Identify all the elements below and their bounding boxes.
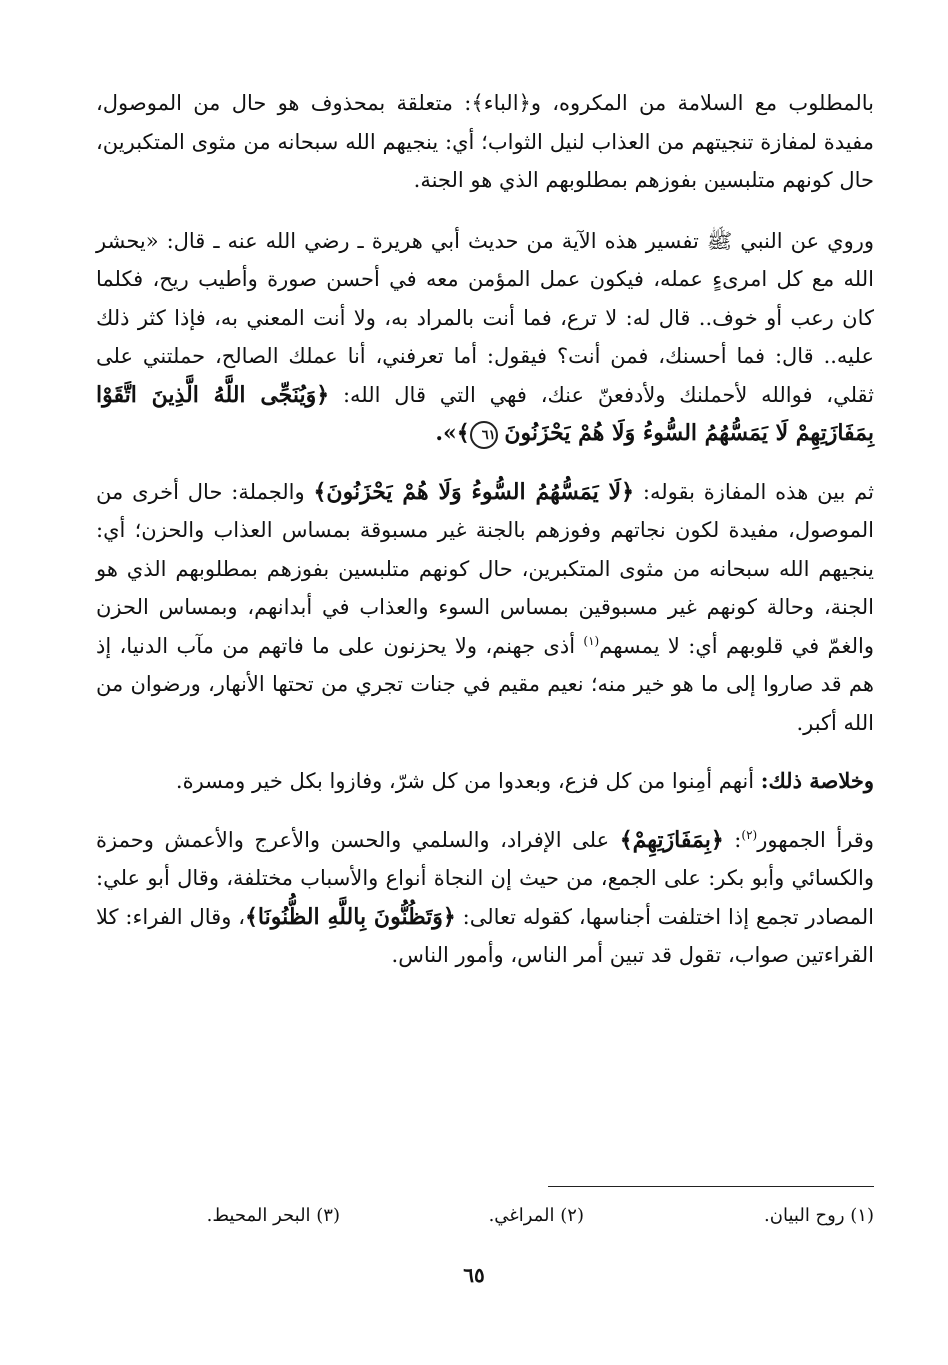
quran-word-mafazatihim: ﴿بِمَفَازَتِهِمْ﴾ <box>619 826 724 853</box>
paragraph-5-mid: على الإفراد، والسلمي والحسن والأعرج والأعمش وحمزة والكسائي وأبو بكر: على الجمع، من حيث إن النجاة أنواع والأسباب مختلفة، وقال أبو علي: المصادر تجمع إذا اختلفت أجناسها، كقوله تعالى: <box>96 827 874 929</box>
footnote-ref-1: (١) <box>583 633 600 648</box>
quran-verse-zunun: ﴿وَتَظُنُّونَ بِاللَّهِ الظُّنُونَا﴾ <box>245 903 456 930</box>
paragraph-3-mid: والجملة: حال أخرى من الموصول، مفيدة لكون نجاتهم وفوزهم بالجنة غير مسبوقة بمساس العذاب والحزن؛ أي: ينجيهم الله سبحانه من مثوى المتكبرين، حال كونهم متلبسين بفوزهم بمطلوبهم الذي هو الجنة، وحالة كونهم غير مسبوقين بمساس السوء والعذاب في أبدانهم، وبمساس الحزن والغمّ في قلوبهم أي: لا يمسهم <box>96 479 874 658</box>
footnote-ref-2: (٢) <box>741 827 758 842</box>
footnote-1: (١) روح البيان. <box>764 1205 874 1226</box>
summary-lead: وخلاصة ذلك: <box>760 768 874 793</box>
paragraph-2-hadith <box>96 222 874 453</box>
summary-text: أنهم أمِنوا من كل فزع، وبعدوا من كل شرّ، وفازوا بكل خير ومسرة. <box>175 769 755 793</box>
paragraph-5-readings <box>96 821 874 975</box>
quran-verse-excerpt: ﴿لَا يَمَسُّهُمُ السُّوءُ وَلَا هُمْ يَحْزَنُونَ﴾ <box>313 478 634 505</box>
paragraph-5-colon: : <box>734 827 742 852</box>
hadith-text: وروي عن النبي ﷺ تفسير هذه الآية من حديث أبي هريرة ـ رضي الله عنه ـ قال: «يحشر الله مع كل امرىءٍ عمله، فيكون عمل المؤمن معه في أحسن صورة وأطيب ريح، فكلما كان رعب أو خوف.. قال له: لا ترع، فما أنت بالمراد به، ولا أنت المعني به، فإذا كثر ذلك عليه.. قال: فما أحسنك، فمن أنت؟ فيقول: أما تعرفني، أنا عملك الصالح، حملتني على ثقلي، فوالله لأحملنك ولأدفعنّ عنك، فهي التي قال الله: <box>96 228 874 407</box>
paragraph-1-text: بالمطلوب مع السلامة من المكروه، و﴿الباء﴾: متعلقة بمحذوف هو حال من الموصول، مفيدة لمفازة تنجيتهم من العذاب لنيل الثواب؛ أي: ينجيهم الله سبحانه من مثوى المتكبرين، حال كونهم متلبسين بفوزهم بمطلوبهم الذي هو الجنة. <box>96 91 874 192</box>
footnote-2: (٢) المراغي. <box>488 1205 584 1226</box>
paragraph-3-end: أذى جهنم، ولا يحزنون على ما فاتهم من مآب الدنيا، إذ هم قد صاروا إلى ما هو خير منه؛ نعيم مقيم في جنات تجري من تحتها الأنهار، ورضوان من الله أكبر. <box>96 633 874 735</box>
paragraph-4-summary <box>96 762 874 801</box>
paragraph-5-end: ، وقال الفراء: كلا القراءتين صواب، تقول قد تبين أمر الناس، وأمور الناس. <box>96 904 874 967</box>
paragraph-5-start: وقرأ الجمهور <box>757 827 874 852</box>
footnote-3: (٣) البحر المحيط. <box>206 1205 340 1226</box>
paragraph-3 <box>96 473 874 743</box>
paragraph-3-start: ثم بين هذه المفازة بقوله: <box>642 479 874 504</box>
quran-verse-61: ﴿وَيُنَجِّى اللَّهُ الَّذِينَ اتَّقَوْا بِمَفَازَتِهِمْ لَا يَمَسُّهُمُ السُّوءُ وَلَا هُمْ يَحْزَنُونَ <box>96 381 874 446</box>
page-number: ٦٥ <box>463 1263 485 1287</box>
paragraph-1 <box>96 84 874 200</box>
footnotes <box>96 1205 874 1235</box>
ayah-number-mark: ٦١ <box>470 421 498 449</box>
footnote-divider <box>548 1186 874 1187</box>
quran-verse-close: ﴾». <box>435 420 470 446</box>
main-text <box>96 84 874 995</box>
